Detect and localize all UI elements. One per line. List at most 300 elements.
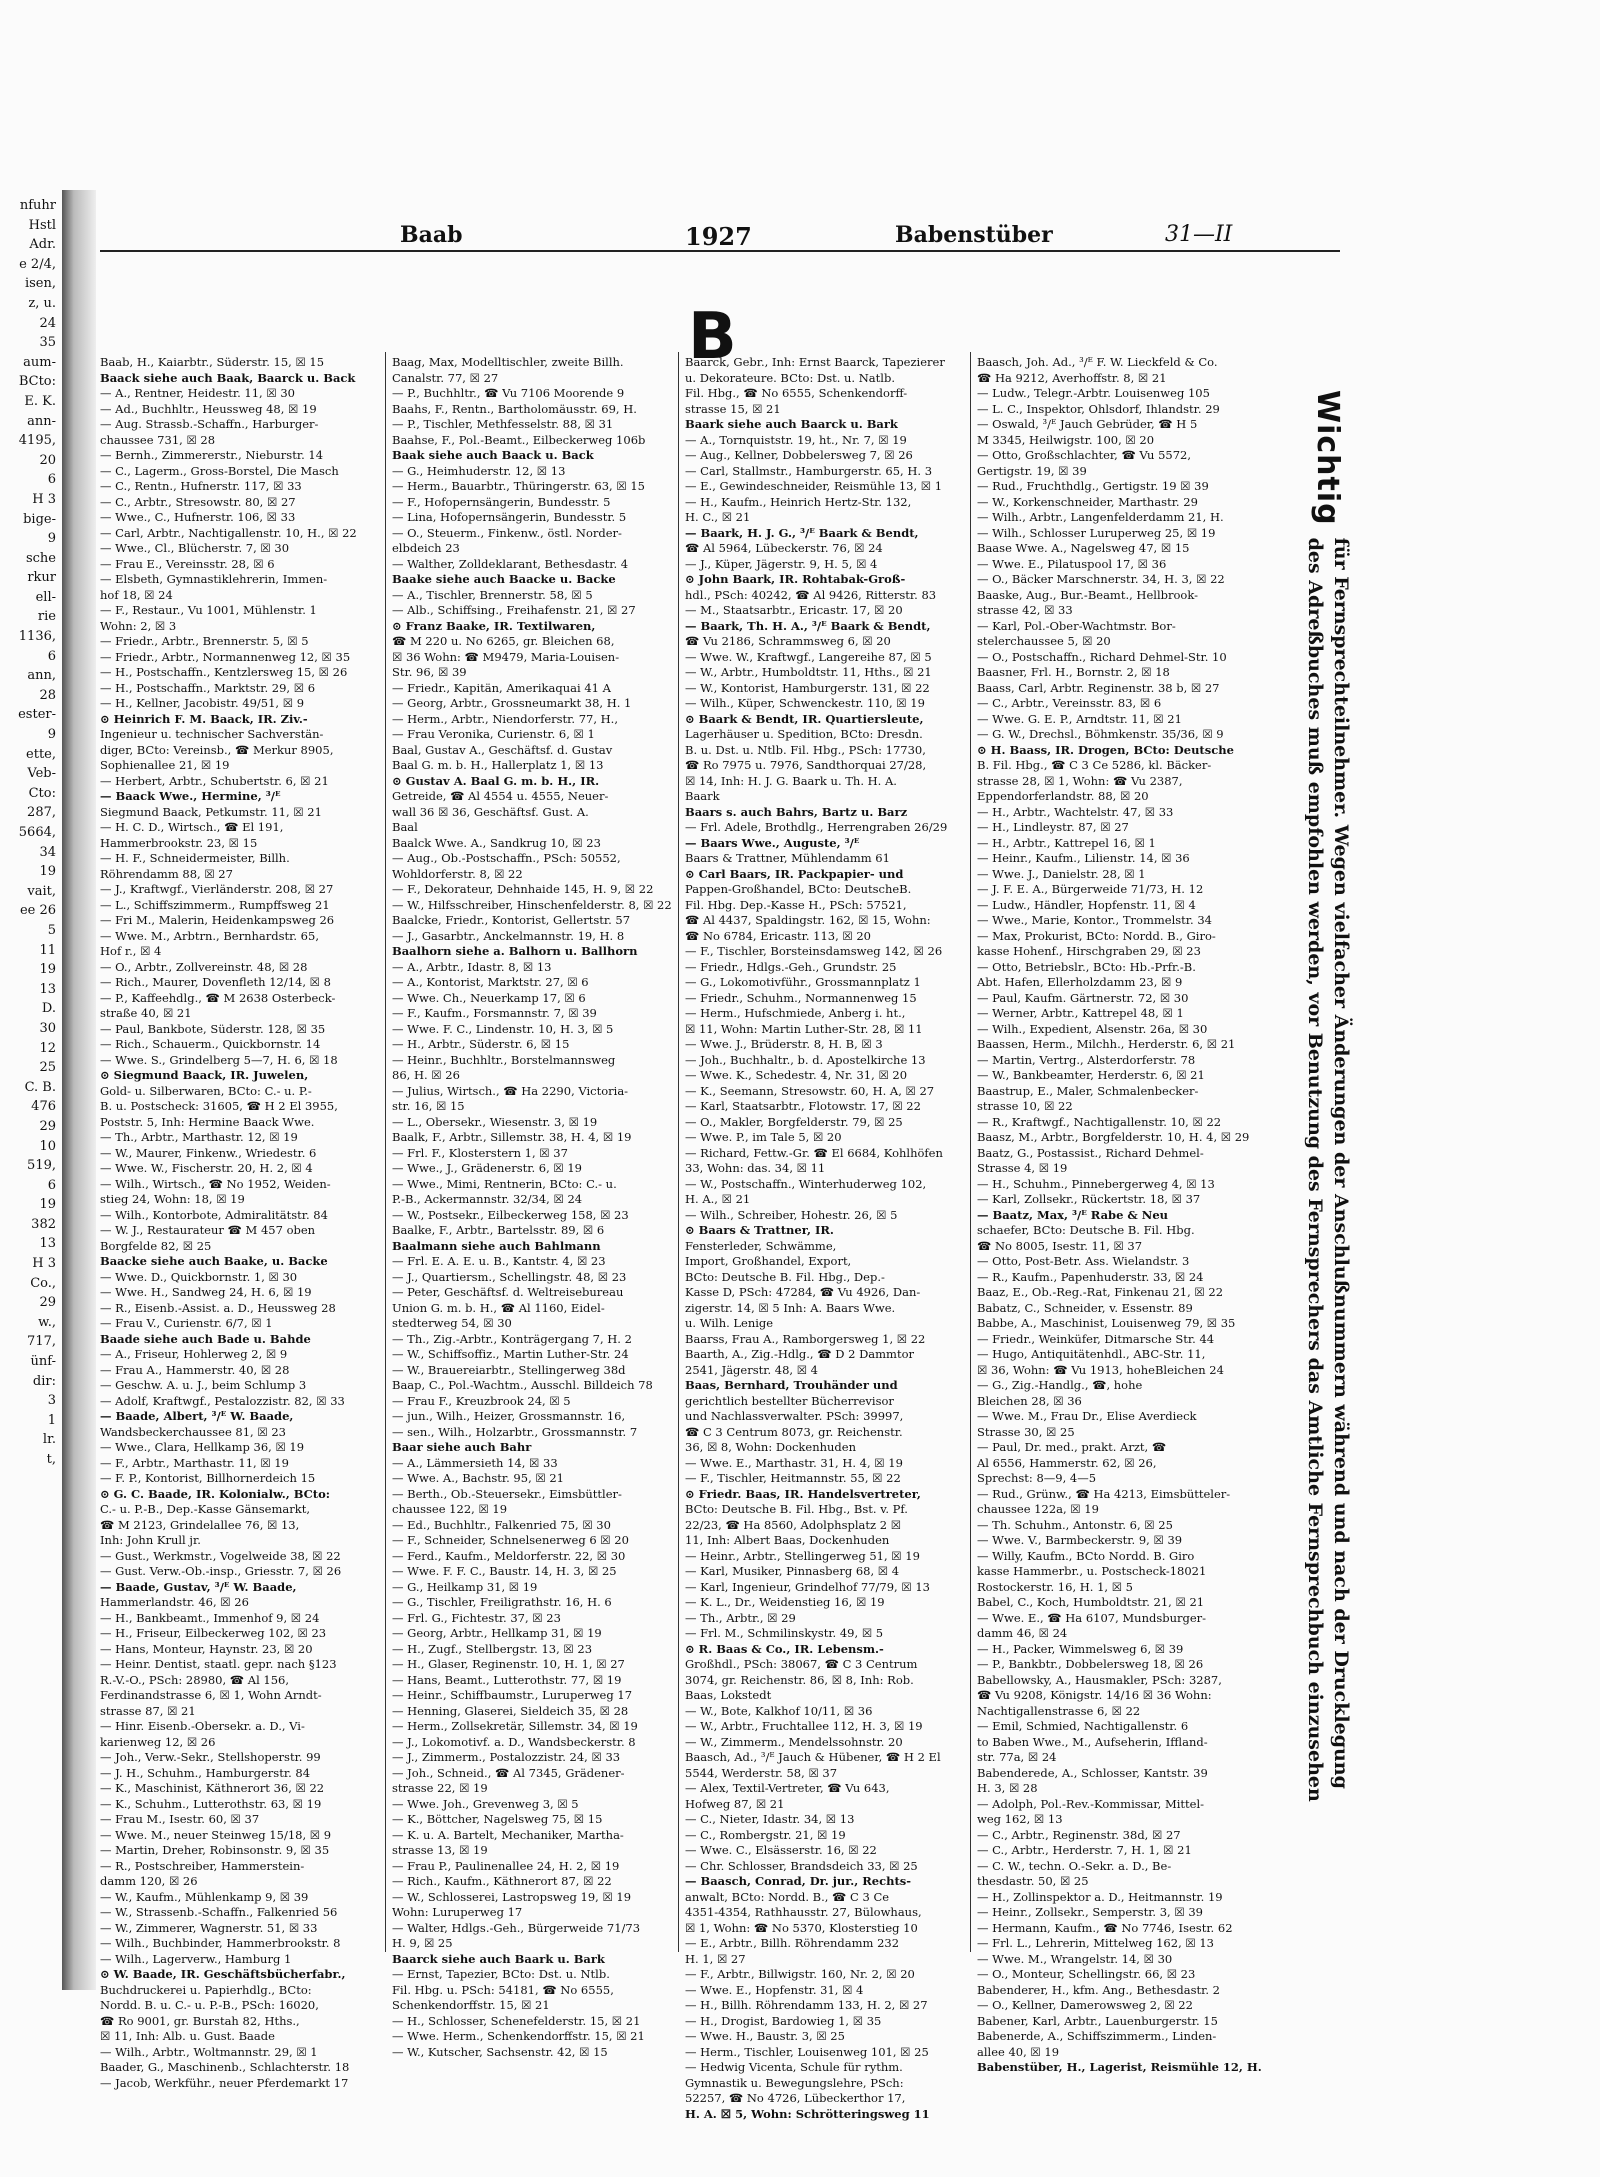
directory-entry: ☎ Vu 2186, Schrammsweg 6, ☒ 20 (685, 634, 891, 648)
directory-entry: — jun., Wilh., Heizer, Grossmannstr. 16, (392, 1409, 626, 1423)
previous-page-fragment: 1 (47, 1412, 56, 1428)
directory-entry: — Wwe., Cl., Blücherstr. 7, ☒ 30 (100, 541, 290, 555)
directory-entry: — W., Schiffsoffiz., Martin Luther-Str. 24 (392, 1347, 629, 1361)
directory-entry: Gold- u. Silberwaren, BCto: C.- u. P.- (100, 1083, 312, 1098)
directory-entry: — H., Glaser, Reginenstr. 10, H. 1, ☒ 27 (392, 1657, 625, 1671)
directory-entry: — L., Schiffszimmerm., Rumpffsweg 21 (100, 897, 330, 912)
directory-entry: — K., Seemann, Stresowstr. 60, H. A, ☒ 27 (685, 1083, 935, 1098)
directory-entry: — Herm., Arbtr., Niendorferstr. 77, H., (392, 711, 618, 726)
directory-entry: Ingenieur u. technischer Sachverstän- (100, 727, 324, 741)
directory-entry: — Wilh., Arbtr., Woltmannstr. 29, ☒ 1 (100, 2044, 318, 2059)
directory-entry: — Wwe. Joh., Grevenweg 3, ☒ 5 (392, 1796, 579, 1811)
directory-entry: — G. W., Drechsl., Böhmkenstr. 35/36, ☒ 9 (977, 727, 1224, 741)
directory-entry: — P., Tischler, Methfesselstr. 88, ☒ 31 (392, 417, 614, 431)
directory-entry: 5544, Werderstr. 58, ☒ 37 (685, 1765, 838, 1780)
directory-entry: — Wwe., C., Hufnerstr. 106, ☒ 33 (100, 510, 296, 524)
directory-entry: — Heinr., Arbtr., Stellingerweg 51, ☒ 19 (685, 1548, 920, 1563)
directory-entry: Babellowsky, A., Hausmakler, PSch: 3287, (977, 1672, 1222, 1687)
directory-entry: — O., Kellner, Damerowsweg 2, ☒ 22 (977, 1998, 1193, 2012)
directory-entry: Babenerde, A., Schiffszimmerm., Linden- (977, 2029, 1217, 2043)
directory-entry: Strasse 30, ☒ 25 (977, 1424, 1075, 1439)
directory-entry: — H., Drogist, Bardowieg 1, ☒ 35 (685, 2013, 882, 2028)
directory-entry: — Wwe. P., im Tale 5, ☒ 20 (685, 1130, 842, 1144)
directory-entry: — Wilh., Expedient, Alsenstr. 26a, ☒ 30 (977, 1021, 1208, 1036)
directory-entry: Baarth, A., Zig.-Hdlg., ☎ D 2 Dammtor (685, 1347, 914, 1361)
directory-entry: H. 1, ☒ 27 (685, 1951, 746, 1966)
directory-entry: — Chr. Schlosser, Brandsdeich 33, ☒ 25 (685, 1858, 918, 1873)
directory-entry: — Baade, Gustav, ³/ᴱ W. Baade, (100, 1579, 297, 1594)
directory-entry: Baass, Carl, Arbtr. Reginenstr. 38 b, ☒ 27 (977, 680, 1220, 695)
directory-entry: — Baark, H. J. G., ³/ᴱ Baark & Bendt, (685, 525, 919, 540)
directory-entry: — O., Monteur, Schellingstr. 66, ☒ 23 (977, 1967, 1196, 1981)
previous-page-fragment: H 3 (32, 1256, 56, 1272)
directory-entry: — Lina, Hofopernsängerin, Bundesstr. 5 (392, 510, 627, 524)
directory-entry: gerichtlich bestellter Bücherrevisor (685, 1393, 894, 1408)
directory-entry: — Baasch, Conrad, Dr. jur., Rechts- (685, 1874, 912, 1888)
directory-entry: — Baade, Albert, ³/ᴱ W. Baade, (100, 1409, 294, 1423)
directory-entry: — Rich., Kaufm., Käthnerort 87, ☒ 22 (392, 1874, 612, 1888)
directory-entry: — Wwe. K., Schedestr. 4, Nr. 31, ☒ 20 (685, 1068, 908, 1082)
directory-entry: B. u. Dst. u. Ntlb. Fil. Hbg., PSch: 17730, (685, 742, 926, 757)
directory-entry: — Alb., Schiffsing., Freihafenstr. 21, ☒ 27 (392, 603, 636, 617)
directory-entry: — R., Eisenb.-Assist. a. D., Heussweg 28 (100, 1300, 336, 1315)
directory-entry: ☎ C 3 Centrum 8073, gr. Reichenstr. (685, 1424, 903, 1439)
directory-entry: — W., Hilfsschreiber, Hinschenfelderstr. 8, ☒ 22 (392, 897, 672, 912)
directory-entry: — Wwe. J., Brüderstr. 8, H. B, ☒ 3 (685, 1037, 883, 1051)
directory-entry: zigerstr. 14, ☒ 5 Inh: A. Baars Wwe. (685, 1300, 896, 1315)
directory-entry: — W., Korkenschneider, Marthastr. 29 (977, 494, 1198, 509)
directory-entry: — Wwe. V., Barmbeckerstr. 9, ☒ 39 (977, 1533, 1183, 1547)
directory-entry: — Wwe. A., Bachstr. 95, ☒ 21 (392, 1471, 564, 1485)
directory-entry: Hammerlandstr. 46, ☒ 26 (100, 1595, 249, 1609)
previous-page-fragment: ünf- (30, 1354, 56, 1370)
directory-entry: Import, Großhandel, Export, (685, 1254, 852, 1268)
directory-entry: — Th., Arbtr., ☒ 29 (685, 1610, 796, 1625)
directory-entry: — Friedr., Weinküfer, Ditmarsche Str. 44 (977, 1331, 1215, 1346)
directory-column-2 (392, 355, 672, 2059)
directory-entry: Hofweg 87, ☒ 21 (685, 1796, 785, 1811)
directory-entry: thesdastr. 50, ☒ 25 (977, 1874, 1089, 1888)
directory-entry: ☎ Vu 9208, Königstr. 14/16 ☒ 36 Wohn: (977, 1688, 1212, 1702)
directory-entry: — Wwe. E., Marthastr. 31, H. 4, ☒ 19 (685, 1455, 903, 1470)
directory-entry: — Aug., Ob.-Postschaffn., PSch: 50552, (392, 851, 621, 865)
directory-entry: u. Dekorateure. BCto: Dst. u. Natlb. (685, 370, 895, 385)
directory-entry: — W., Postschaffn., Winterhuderweg 102, (685, 1176, 927, 1191)
directory-entry: — J., Küper, Jägerstr. 9, H. 5, ☒ 4 (685, 556, 878, 571)
directory-entry: Pappen-Großhandel, BCto: DeutscheB. (685, 882, 912, 896)
directory-entry: ☎ Al 5964, Lübeckerstr. 76, ☒ 24 (685, 541, 883, 555)
directory-entry: — Wwe. M., Arbtrn., Bernhardstr. 65, (100, 928, 319, 943)
directory-entry: — J., Quartiersm., Schellingstr. 48, ☒ 23 (392, 1269, 627, 1284)
directory-entry: Baatz, G., Postassist., Richard Dehmel- (977, 1145, 1204, 1160)
directory-entry: — K. u. A. Bartelt, Mechaniker, Martha- (392, 1827, 624, 1842)
previous-page-fragment: 19 (39, 864, 56, 880)
directory-entry: — J., Gasarbtr., Anckelmannstr. 19, H. 8 (392, 928, 625, 943)
directory-entry: ☎ No 8005, Isestr. 11, ☒ 37 (977, 1238, 1143, 1253)
directory-entry: — Bernh., Zimmererstr., Nieburstr. 14 (100, 448, 324, 462)
directory-entry: — Wwe., Marie, Kontor., Trommelstr. 34 (977, 913, 1212, 927)
directory-entry: Baal G. m. b. H., Hallerplatz 1, ☒ 13 (392, 758, 604, 772)
directory-entry: — J. F. E. A., Bürgerweide 71/73, H. 12 (977, 882, 1204, 896)
directory-entry: H. A., ☒ 21 (685, 1192, 751, 1206)
directory-entry: — F., Tischler, Heitmannstr. 55, ☒ 22 (685, 1471, 901, 1485)
directory-entry: R.-V.-O., PSch: 28980, ☎ Al 156, (100, 1672, 290, 1687)
directory-entry: — Emil, Schmied, Nachtigallenstr. 6 (977, 1719, 1189, 1733)
directory-entry: — sen., Wilh., Holzarbtr., Grossmannstr. 7 (392, 1424, 638, 1439)
directory-entry: wall 36 ☒ 36, Geschäftsf. Gust. A. (392, 804, 589, 819)
directory-entry: — H., Billh. Röhrendamm 133, H. 2, ☒ 27 (685, 1998, 928, 2012)
directory-entry: u. Wilh. Lenige (685, 1316, 774, 1330)
directory-entry: — W., Kontorist, Hamburgerstr. 131, ☒ 22 (685, 680, 930, 695)
directory-entry: Getreide, ☎ Al 4554 u. 4555, Neuer- (392, 789, 609, 803)
directory-entry: — Ferd., Kaufm., Meldorferstr. 22, ☒ 30 (392, 1548, 626, 1563)
directory-entry: — Frau A., Hammerstr. 40, ☒ 28 (100, 1362, 290, 1377)
previous-page-fragment: Hstl (28, 217, 56, 233)
directory-entry: — Alex, Textil-Vertreter, ☎ Vu 643, (685, 1781, 890, 1795)
directory-entry: Babel, C., Koch, Humboldtstr. 21, ☒ 21 (977, 1595, 1205, 1609)
previous-page-fragment: 476 (31, 1099, 56, 1115)
directory-entry: BCto: Deutsche B. Fil. Hbg., Dep.- (685, 1269, 885, 1284)
previous-page-fragment: D. (41, 1001, 56, 1017)
previous-page-fragment: H 3 (32, 491, 56, 507)
directory-entry: damm 120, ☒ 26 (100, 1874, 198, 1888)
directory-entry: Buchdruckerei u. Papierhdlg., BCto: (100, 1982, 312, 1997)
directory-entry: — Herm., Hufschmiede, Anberg i. ht., (685, 1006, 906, 1020)
directory-entry: — Rich., Schauerm., Quickbornstr. 14 (100, 1037, 321, 1051)
directory-entry: — A., Friseur, Hohlerweg 2, ☒ 9 (100, 1347, 288, 1361)
previous-page-fragment: 29 (39, 1118, 56, 1134)
previous-page-fragment: 6 (47, 648, 56, 664)
directory-entry: Baasch, Ad., ³/ᴱ Jauch & Hübener, ☎ H 2 El (685, 1750, 941, 1764)
directory-entry: H. 3, ☒ 28 (977, 1781, 1038, 1795)
directory-entry: — Hermann, Kaufm., ☎ No 7746, Isestr. 62 (977, 1920, 1233, 1935)
directory-entry: ☎ Ro 9001, gr. Burstah 82, Hths., (100, 2013, 300, 2028)
header-first-entry: Baab (400, 222, 463, 248)
directory-entry: Baarck siehe auch Baark u. Bark (392, 1951, 605, 1966)
side-notice (1290, 390, 1354, 1980)
directory-entry: — Th., Arbtr., Marthastr. 12, ☒ 19 (100, 1130, 298, 1144)
directory-entry: chaussee 122a, ☒ 19 (977, 1502, 1099, 1516)
directory-entry: — K., Schuhm., Lutterothstr. 63, ☒ 19 (100, 1796, 322, 1811)
previous-page-fragment: 9 (47, 531, 56, 547)
directory-entry: damm 46, ☒ 24 (977, 1626, 1068, 1640)
directory-entry: Inh: John Krull jr. (100, 1533, 201, 1547)
directory-entry: — Frl. E. A. E. u. B., Kantstr. 4, ☒ 23 (392, 1254, 606, 1268)
directory-entry: — Karl, Zollsekr., Rückertstr. 18, ☒ 37 (977, 1192, 1201, 1206)
directory-entry: H. C., ☒ 21 (685, 510, 751, 524)
directory-entry: 11, Inh: Albert Baas, Dockenhuden (685, 1533, 890, 1547)
directory-entry: — F., Tischler, Borsteinsdamsweg 142, ☒ 26 (685, 944, 943, 958)
directory-entry: — Friedr., Arbtr., Brennerstr. 5, ☒ 5 (100, 634, 309, 648)
directory-entry: — Wilh., Schreiber, Hohestr. 26, ☒ 5 (685, 1207, 898, 1222)
directory-entry: kasse Hammerbr., u. Postscheck-18021 (977, 1564, 1207, 1578)
directory-entry: — Fri M., Malerin, Heidenkampsweg 26 (100, 913, 335, 927)
directory-entry: Baark siehe auch Baarck u. Bark (685, 417, 898, 431)
directory-entry: — Wwe. Ch., Neuerkamp 17, ☒ 6 (392, 990, 586, 1005)
directory-entry: stelerchaussee 5, ☒ 20 (977, 634, 1111, 648)
directory-entry: — W., Strassenb.-Schaffn., Falkenried 56 (100, 1905, 338, 1919)
directory-entry: — O., Arbtr., Zollvereinstr. 48, ☒ 28 (100, 959, 308, 974)
directory-entry: — Aug. Strassb.-Schaffn., Harburger- (100, 417, 319, 431)
directory-entry: — G., Tischler, Freiligrathstr. 16, H. 6 (392, 1595, 612, 1609)
directory-entry: stieg 24, Wohn: 18, ☒ 19 (100, 1192, 245, 1206)
directory-entry: — Walther, Zolldeklarant, Bethesdastr. 4 (392, 556, 629, 571)
directory-entry: — C., Arbtr., Vereinsstr. 83, ☒ 6 (977, 696, 1162, 710)
directory-entry: Hammerbrookstr. 23, ☒ 15 (100, 835, 258, 850)
directory-entry: Eppendorferlandstr. 88, ☒ 20 (977, 789, 1149, 803)
directory-entry: — Wwe., Clara, Hellkamp 36, ☒ 19 (100, 1440, 305, 1454)
directory-entry: — R., Kraftwgf., Nachtigallenstr. 10, ☒ 22 (977, 1114, 1222, 1129)
directory-entry: — Otto, Post-Betr. Ass. Wielandstr. 3 (977, 1254, 1190, 1268)
directory-entry: Baal, Gustav A., Geschäftsf. d. Gustav (392, 742, 613, 757)
directory-entry: Babener, Karl, Arbtr., Lauenburgerstr. 15 (977, 2013, 1218, 2028)
directory-entry: — O., Postschaffn., Richard Dehmel-Str. 10 (977, 649, 1227, 664)
directory-entry: ☒ 14, Inh: H. J. G. Baark u. Th. H. A. (685, 773, 897, 788)
previous-page-fragment: 35 (39, 335, 56, 351)
directory-entry: 33, Wohn: das. 34, ☒ 11 (685, 1161, 826, 1175)
directory-entry: — Gust., Werkmstr., Vogelweide 38, ☒ 22 (100, 1548, 341, 1563)
directory-entry: Al 6556, Hammerstr. 62, ☒ 26, (977, 1455, 1157, 1470)
previous-page-fragment: bige- (23, 511, 56, 527)
directory-entry: — Wwe. H., Sandweg 24, H. 6, ☒ 19 (100, 1285, 312, 1299)
directory-entry: — Wwe. H., Baustr. 3, ☒ 25 (685, 2029, 845, 2043)
directory-entry: — C., Nieter, Idastr. 34, ☒ 13 (685, 1812, 855, 1826)
directory-entry: — P., Kaffeehdlg., ☎ M 2638 Osterbeck- (100, 990, 336, 1005)
directory-entry: — A., Rentner, Heidestr. 11, ☒ 30 (100, 386, 295, 400)
directory-entry: — Karl, Staatsarbtr., Flotowstr. 17, ☒ 22 (685, 1099, 921, 1113)
directory-entry: — H. C. D., Wirtsch., ☎ El 191, (100, 820, 284, 834)
directory-entry: — Hinr. Eisenb.-Obersekr. a. D., Vi- (100, 1719, 305, 1733)
directory-entry: — W., Brauereiarbtr., Stellingerweg 38d (392, 1362, 626, 1377)
directory-entry: — H., Zugf., Stellbergstr. 13, ☒ 23 (392, 1641, 593, 1656)
directory-entry: — Herm., Tischler, Louisenweg 101, ☒ 25 (685, 2044, 929, 2059)
directory-entry: — Wilh., Lagerverw., Hamburg 1 (100, 1951, 292, 1966)
directory-entry: — O., Makler, Borgfelderstr. 79, ☒ 25 (685, 1114, 903, 1129)
directory-entry: ⊙ G. C. Baade, IR. Kolonialw., BCto: (100, 1486, 331, 1501)
directory-entry: — Joh., Schneid., ☎ Al 7345, Grädener- (392, 1765, 625, 1780)
column-rule (678, 352, 679, 1952)
directory-entry: BCto: Deutsche B. Fil. Hbg., Bst. v. Pf. (685, 1502, 908, 1516)
directory-entry: — Jacob, Werkführ., neuer Pferdemarkt 17 (100, 2075, 349, 2090)
previous-page-fragment: w., (38, 1314, 56, 1330)
directory-entry: ☎ Ha 9212, Averhoffstr. 8, ☒ 21 (977, 370, 1167, 385)
directory-entry: Baahs, F., Rentn., Bartholomäusstr. 69, H. (392, 401, 637, 416)
directory-entry: — P., Buchhltr., ☎ Vu 7106 Moorende 9 (392, 386, 625, 400)
previous-page-fragment: 28 (39, 687, 56, 703)
directory-entry: — Frau E., Vereinsstr. 28, ☒ 6 (100, 556, 275, 571)
directory-entry: — Herbert, Arbtr., Schubertstr. 6, ☒ 21 (100, 773, 329, 788)
directory-entry: — Wilh., Buchbinder, Hammerbrookstr. 8 (100, 1936, 341, 1950)
directory-entry: Strasse 4, ☒ 19 (977, 1161, 1068, 1175)
directory-entry: ☒ 1, Wohn: ☎ No 5370, Klosterstieg 10 (685, 1920, 918, 1935)
directory-entry: Großhdl., PSch: 38067, ☎ C 3 Centrum (685, 1657, 918, 1671)
directory-entry: strasse 42, ☒ 33 (977, 603, 1073, 617)
directory-entry: — Wwe., Mimi, Rentnerin, BCto: C.- u. (392, 1176, 617, 1191)
directory-entry: Sophienallee 21, ☒ 19 (100, 758, 230, 772)
directory-entry: 4351-4354, Rathhausstr. 27, Bülowhaus, (685, 1905, 922, 1919)
directory-entry: — Ludw., Telegr.-Arbtr. Louisenweg 105 (977, 386, 1210, 400)
directory-entry: Union G. m. b. H., ☎ Al 1160, Eidel- (392, 1300, 605, 1315)
directory-entry: allee 40, ☒ 19 (977, 2044, 1060, 2059)
directory-entry: karienweg 12, ☒ 26 (100, 1734, 216, 1749)
directory-entry: strasse 22, ☒ 19 (392, 1781, 488, 1795)
directory-entry: ☎ Al 4437, Spaldingstr. 162, ☒ 15, Wohn: (685, 913, 931, 927)
directory-entry: — H. F., Schneidermeister, Billh. (100, 851, 290, 865)
directory-entry: — H., Postschaffn., Kentzlersweg 15, ☒ 26 (100, 665, 348, 679)
directory-entry: — Rud., Grünw., ☎ Ha 4213, Eimsbütteler- (977, 1486, 1231, 1501)
directory-entry: Baader, G., Maschinenb., Schlachterstr. 18 (100, 2060, 350, 2074)
directory-entry: — Martin, Dreher, Robinsonstr. 9, ☒ 35 (100, 1843, 330, 1857)
directory-entry: — Wwe. D., Quickbornstr. 1, ☒ 30 (100, 1269, 298, 1284)
directory-entry: — H., Zollinspektor a. D., Heitmannstr. 19 (977, 1889, 1223, 1904)
directory-entry: — Wwe. F. F. C., Baustr. 14, H. 3, ☒ 25 (392, 1564, 617, 1578)
directory-entry: — F. P., Kontorist, Billhornerdeich 15 (100, 1471, 316, 1485)
directory-entry: — Paul, Dr. med., prakt. Arzt, ☎ (977, 1440, 1167, 1454)
directory-entry: — Wilh., Kontorbote, Admiralitätstr. 84 (100, 1207, 328, 1222)
directory-entry: Babenderer, H., kfm. Ang., Bethesdastr. 2 (977, 1982, 1220, 1997)
directory-entry: Baahse, F., Pol.-Beamt., Eilbeckerweg 106b (392, 432, 646, 447)
directory-entry: — H., Schuhm., Pinnebergerweg 4, ☒ 13 (977, 1176, 1215, 1191)
directory-entry: — Wwe. F. C., Lindenstr. 10, H. 3, ☒ 5 (392, 1021, 614, 1036)
directory-entry: chaussee 122, ☒ 19 (392, 1502, 508, 1516)
directory-entry: Babenstüber, H., Lagerist, Reismühle 12, H. (977, 2060, 1262, 2074)
directory-entry: — O., Bäcker Marschnerstr. 34, H. 3, ☒ 22 (977, 572, 1225, 586)
directory-entry: — H., Arbtr., Kattrepel 16, ☒ 1 (977, 835, 1156, 850)
directory-entry: Fil. Hbg. u. PSch: 54181, ☎ No 6555, (392, 1982, 614, 1997)
directory-entry: ⊙ Carl Baars, IR. Packpapier- und (685, 866, 904, 881)
directory-entry: Poststr. 5, Inh: Hermine Baack Wwe. (100, 1114, 315, 1129)
directory-entry: Canalstr. 77, ☒ 27 (392, 370, 499, 385)
directory-entry: ⊙ Baark & Bendt, IR. Quartiersleute, (685, 711, 924, 726)
previous-page-fragment: 29 (39, 1295, 56, 1311)
previous-page-fragment: ell- (35, 589, 56, 605)
previous-page-fragment: 382 (31, 1216, 56, 1232)
directory-entry: — Wwe. W., Fischerstr. 20, H. 2, ☒ 4 (100, 1161, 313, 1175)
directory-entry: Wohn: Luruperweg 17 (392, 1905, 523, 1919)
directory-entry: Fensterleder, Schwämme, (685, 1238, 837, 1253)
directory-entry: — Wwe. C., Elsässerstr. 16, ☒ 22 (685, 1843, 877, 1857)
previous-page-fragment: 5 (47, 922, 56, 938)
directory-entry: Baasner, Frl. H., Bornstr. 2, ☒ 18 (977, 665, 1170, 679)
directory-entry: diger, BCto: Vereinsb., ☎ Merkur 8905, (100, 742, 334, 757)
directory-entry: — H., Arbtr., Wachtelstr. 47, ☒ 33 (977, 804, 1174, 819)
directory-entry: — Georg, Arbtr., Grossneumarkt 38, H. 1 (392, 696, 632, 710)
directory-entry: — Wwe. W., Kraftwgf., Langereihe 87, ☒ 5 (685, 649, 932, 664)
directory-entry: — F., Kaufm., Forsmannstr. 7, ☒ 39 (392, 1006, 597, 1020)
directory-entry: Babatz, C., Schneider, v. Essenstr. 89 (977, 1300, 1193, 1315)
directory-entry: Rostockerstr. 16, H. 1, ☒ 5 (977, 1579, 1134, 1594)
directory-entry: str. 16, ☒ 15 (392, 1099, 465, 1113)
directory-entry: — Hans, Monteur, Haynstr. 23, ☒ 20 (100, 1641, 313, 1656)
directory-entry: Baasch, Joh. Ad., ³/ᴱ F. W. Lieckfeld & Co. (977, 355, 1218, 369)
directory-entry: — E., Gewindeschneider, Reismühle 13, ☒ 1 (685, 479, 943, 493)
directory-entry: ☎ Ro 7975 u. 7976, Sandthorquai 27/28, (685, 758, 927, 772)
directory-entry: Schenkendorffstr. 15, ☒ 21 (392, 1998, 550, 2012)
directory-entry: — Heinr. Dentist, staatl. gepr. nach §123 (100, 1657, 337, 1671)
directory-entry: Wandsbeckerchaussee 81, ☒ 23 (100, 1424, 286, 1439)
directory-entry: — K., Maschinist, Käthnerort 36, ☒ 22 (100, 1781, 325, 1795)
directory-entry: — Friedr., Schuhm., Normannenweg 15 (685, 990, 917, 1005)
directory-entry: — A., Kontorist, Marktstr. 27, ☒ 6 (392, 975, 589, 989)
previous-page-fragment: ann, (27, 668, 56, 684)
directory-entry: — Frau P., Paulinenallee 24, H. 2, ☒ 19 (392, 1858, 620, 1873)
directory-entry: ☒ 36, Wohn: ☎ Vu 1913, hoheBleichen 24 (977, 1362, 1224, 1377)
previous-page-fragment: isen, (24, 276, 56, 292)
directory-entry: — Wilh., Küper, Schwenckestr. 110, ☒ 19 (685, 696, 925, 710)
directory-entry: Baassen, Herm., Milchh., Herderstr. 6, ☒ 21 (977, 1037, 1236, 1051)
directory-entry: — Th. Schuhm., Antonstr. 6, ☒ 25 (977, 1517, 1173, 1532)
directory-entry: ⊙ Siegmund Baack, IR. Juwelen, (100, 1068, 309, 1082)
directory-entry: — Heinr., Kaufm., Lilienstr. 14, ☒ 36 (977, 851, 1190, 865)
directory-entry: — K. L., Dr., Weidenstieg 16, ☒ 19 (685, 1595, 885, 1609)
directory-entry: — Wwe. E., ☎ Ha 6107, Mundsburger- (977, 1610, 1207, 1625)
directory-entry: — Wwe. J., Danielstr. 28, ☒ 1 (977, 866, 1146, 881)
directory-column-1 (100, 355, 370, 2090)
directory-entry: — Ernst, Tapezier, BCto: Dst. u. Ntlb. (392, 1967, 610, 1981)
directory-entry: ⊙ R. Baas & Co., IR. Lebensm.- (685, 1641, 884, 1656)
directory-entry: — Baack Wwe., Hermine, ³/ᴱ (100, 789, 281, 803)
directory-entry: ☎ No 6784, Ericastr. 113, ☒ 20 (685, 928, 871, 943)
column-rule (970, 352, 971, 1952)
directory-entry: P.-B., Ackermannstr. 32/34, ☒ 24 (392, 1192, 583, 1206)
directory-entry: ☒ 11, Wohn: Martin Luther-Str. 28, ☒ 11 (685, 1021, 923, 1036)
directory-entry: ⊙ Baars & Trattner, IR. (685, 1223, 834, 1237)
directory-entry: — Frl. G., Fichtestr. 37, ☒ 23 (392, 1610, 561, 1625)
directory-entry: — Carl, Stallmstr., Hamburgerstr. 65, H. 3 (685, 463, 933, 478)
previous-page-fragment: lr. (42, 1432, 56, 1448)
directory-entry: Baade siehe auch Bade u. Bahde (100, 1331, 311, 1346)
directory-entry: — Herm., Bauarbtr., Thüringerstr. 63, ☒ 15 (392, 479, 645, 493)
directory-entry: to Baben Wwe., M., Aufseherin, Iffland- (977, 1734, 1208, 1749)
directory-entry: Baal (392, 820, 418, 834)
directory-entry: Baaske, Aug., Bur.-Beamt., Hellbrook- (977, 587, 1198, 602)
directory-entry: Röhrendamm 88, ☒ 27 (100, 866, 233, 881)
previous-page-fragment: 3 (47, 1393, 56, 1409)
directory-entry: — Karl, Musiker, Pinnasberg 68, ☒ 4 (685, 1564, 900, 1578)
directory-entry: straße 40, ☒ 21 (100, 1006, 192, 1020)
directory-entry: — Hedwig Vicenta, Schule für rythm. (685, 2060, 903, 2074)
directory-entry: Baars & Trattner, Mühlendamm 61 (685, 851, 890, 865)
directory-entry: strasse 28, ☒ 1, Wohn: ☎ Vu 2387, (977, 773, 1183, 788)
directory-entry: — O., Steuerm., Finkenw., östl. Norder- (392, 525, 622, 540)
directory-entry: — W., Zimmerer, Wagnerstr. 51, ☒ 33 (100, 1920, 318, 1935)
previous-page-fragment: 30 (39, 1020, 56, 1036)
directory-entry: B. u. Postscheck: 31605, ☎ H 2 El 3955, (100, 1099, 338, 1113)
directory-entry: — Max, Prokurist, BCto: Nordd. B., Giro- (977, 928, 1216, 943)
directory-entry: — Gust. Verw.-Ob.-insp., Griesstr. 7, ☒ 26 (100, 1564, 342, 1578)
directory-entry: Baar siehe auch Bahr (392, 1440, 532, 1454)
directory-entry: Hof r., ☒ 4 (100, 944, 162, 958)
directory-entry: — Wwe. M., neuer Steinweg 15/18, ☒ 9 (100, 1827, 332, 1842)
previous-page-fragment: dir: (32, 1373, 56, 1389)
directory-entry: — Werner, Arbtr., Kattrepel 48, ☒ 1 (977, 1006, 1184, 1020)
directory-entry: — A., Lämmersieth 14, ☒ 33 (392, 1455, 558, 1470)
previous-page-fragment: 34 (39, 844, 56, 860)
previous-page-fragment: 287, (27, 805, 56, 821)
directory-entry: — Friedr., Kapitän, Amerikaquai 41 A (392, 680, 611, 695)
directory-entry: — C., Lagerm., Gross-Borstel, Die Masch (100, 463, 339, 478)
running-header (100, 200, 1340, 252)
directory-entry: Fil. Hbg. Dep.-Kasse H., PSch: 57521, (685, 897, 907, 912)
directory-entry: hof 18, ☒ 24 (100, 587, 173, 602)
previous-page-edge (0, 196, 65, 1986)
directory-entry: — Wwe. G. E. P., Arndtstr. 11, ☒ 21 (977, 711, 1182, 726)
directory-entry: — Berth., Ob.-Steuersekr., Eimsbüttler- (392, 1486, 622, 1501)
directory-entry: — Wwe. Herm., Schenkendorffstr. 15, ☒ 21 (392, 2029, 645, 2043)
directory-entry: — Karl, Pol.-Ober-Wachtmstr. Bor- (977, 618, 1176, 633)
directory-entry: — W., Arbtr., Humboldtstr. 11, Hths., ☒ 21 (685, 665, 932, 679)
directory-entry: — G., Zig.-Handlg., ☎, hohe (977, 1378, 1143, 1392)
